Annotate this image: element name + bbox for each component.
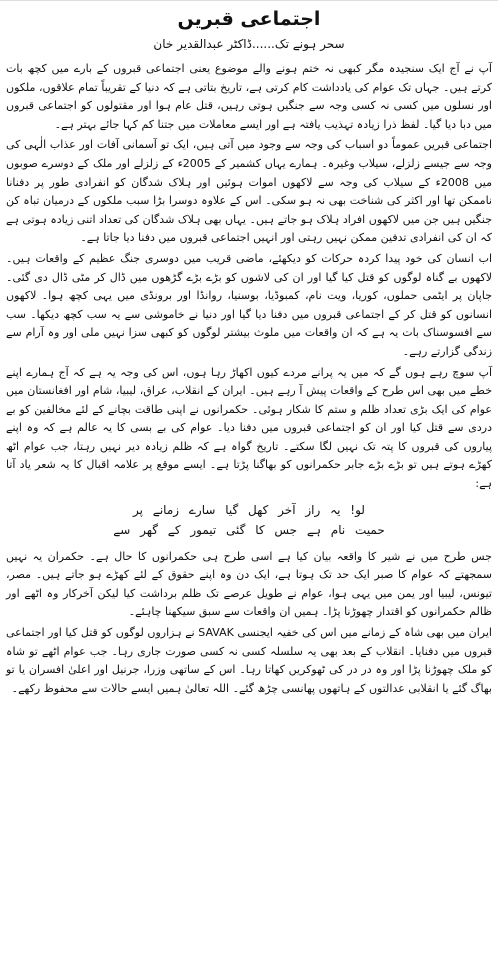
article-paragraph: آپ سوچ رہے ہوں گے کہ میں یہ پرانے مردے کیوں اکھاڑ رہا ہوں، اس کی وجہ یہ ہے کہ آج ہمارے اپنے خطے میں بھی اس طرح کے واقعات پیش آ رہے ہیں۔ ایران کے انقلاب، عراق، لیبیا، شام اور افغانستان میں عوام کی ایک بڑی تعداد ظلم و ستم کا شکار ہوئی۔ حکمرانوں نے اپنی طاقت بچانے کے لئے مخالفین کو بے دردی سے قتل کیا اور ان کو اجتماعی قبروں میں دفنا دیا۔ عوام کی بے بسی کا یہ عالم ہے کہ وہ اپنے پیاروں کی قبروں کا پتہ تک نہیں لگا سکتے۔ تاریخ گواہ ہے کہ ظلم زیادہ دیر نہیں رہتا، جب عوام اٹھ کھڑے ہوتے ہیں تو بڑے بڑے جابر حکمرانوں کو بھاگنا پڑتا ہے۔ ایسے موقع پر علامہ اقبال کا یہ شعر یاد آتا ہے: [6,365,492,491]
article-paragraph: اجتماعی قبریں عموماً دو اسباب کی وجہ سے وجود میں آتی ہیں، ایک تو آسمانی آفات اور عذاب الٰہی کی وجہ سے جیسے زلزلے، سیلاب وغیرہ۔ ہمارے یہاں کشمیر کے 2005ء کے زلزلے اور ملک کے دوسرے صوبوں میں 2008ء کے سیلاب کی وجہ سے لاکھوں اموات ہوئیں اور ہلاک شدگان کو انفرادی طور پر دفنانا ناممکن تھا اور اکثر کی شناخت بھی نہ ہو سکی۔ اس کے علاوہ دوسرا بڑا سبب ملکوں کے درمیان تباہ کن جنگیں ہیں جن میں لاکھوں افراد ہلاک ہو جاتے ہیں۔ یہاں بھی ہلاک شدگان کی تعداد اتنی زیادہ ہوتی ہے کہ ان کی انفرادی تدفین ممکن نہیں رہتی اور انہیں اجتماعی قبروں میں دفنا دیا جاتا ہے۔ [6,138,492,245]
article-paragraph: اب انسان کی خود پیدا کردہ حرکات کو دیکھئے، ماضی قریب میں دوسری جنگ عظیم کے واقعات ہیں۔ لاکھوں بے گناہ لوگوں کو قتل کیا گیا اور ان کی لاشوں کو بڑے بڑے گڑھوں میں ڈال کر مٹی ڈال دی گئی۔ جاپان پر ایٹمی حملوں، کوریا، ویت نام، کمبوڈیا، بوسنیا، روانڈا اور برونڈی میں یہی کچھ ہوا۔ لاکھوں انسانوں کو قتل کر کے اجتماعی قبروں میں دفنا دیا گیا اور دنیا نے خاموشی سے یہ سب کچھ دیکھا۔ سب سے افسوسناک بات یہ ہے کہ ان واقعات میں ملوث بیشتر لوگوں کو کبھی سزا نہیں ملی اور وہ آرام سے زندگی گزارتے رہے۔ [6,251,492,358]
top-rule [0,0,498,1]
article-title: اجتماعی قبریں [177,8,321,30]
poetry-verse [6,500,492,540]
verse-line: لو! یہ راز آخر کھل گیا سارے زمانے پر [133,502,365,517]
article-paragraph: آپ نے آج ایک سنجیدہ مگر کبھی نہ ختم ہونے والے موضوع یعنی اجتماعی قبروں کے بارے میں کچھ بات کرتے ہیں۔ جہاں تک عوام کی یادداشت کام کرتی ہے، تاریخ بتاتی ہے کہ دنیا کے تقریباً تمام علاقوں، ملکوں اور نسلوں میں کسی نہ کسی وجہ سے جنگیں ہوتی رہیں، قتل عام ہوا اور مقتولوں کو اجتماعی قبروں میں دبا دیا گیا۔ لفظ ذرا زیادہ تہذیب یافتہ ہے اور ایسے معاملات میں جتنا کم کہا جائے بہتر ہے۔ [6,62,492,131]
article-paragraph: ایران میں بھی شاہ کے زمانے میں اس کی خفیہ ایجنسی SAVAK نے ہزاروں لوگوں کو قتل کیا اور اجتماعی قبروں میں دفنایا۔ انقلاب کے بعد بھی یہ سلسلہ کسی نہ کسی صورت جاری رہا۔ جب عوام اٹھے تو شاہ کو ملک چھوڑنا پڑا اور وہ در در کی ٹھوکریں کھاتا رہا۔ اس کے ساتھی وزرا، جرنیل اور اعلیٰ افسران یا تو بھاگ گئے یا انقلابی عدالتوں کے ہاتھوں پھانسی چڑھ گئے۔ اللہ تعالیٰ ہمیں ایسے حالات سے محفوظ رکھے۔ [6,626,492,695]
article-byline: سحر ہونے تک......ڈاکٹر عبدالقدیر خان [153,37,345,51]
verse-line: حمیت نام ہے جس کا گئی تیمور کے گھر سے [113,522,385,537]
article-paragraph: جس طرح میں نے شیر کا واقعہ بیان کیا ہے اسی طرح ہی حکمرانوں کا حال ہے۔ حکمران یہ نہیں سمجھتے کہ عوام کا صبر ایک حد تک ہوتا ہے، ایک دن وہ اپنے حقوق کے لئے کھڑے ہو جاتے ہیں۔ مصر، تیونس، لیبیا اور یمن میں یہی ہوا، عوام نے طویل عرصے تک ظلم برداشت کیا لیکن آخرکار وہ اٹھے اور ظالم حکمرانوں کو اقتدار چھوڑنا پڑا۔ ہمیں ان واقعات سے سبق سیکھنا چاہئے۔ [6,549,492,619]
